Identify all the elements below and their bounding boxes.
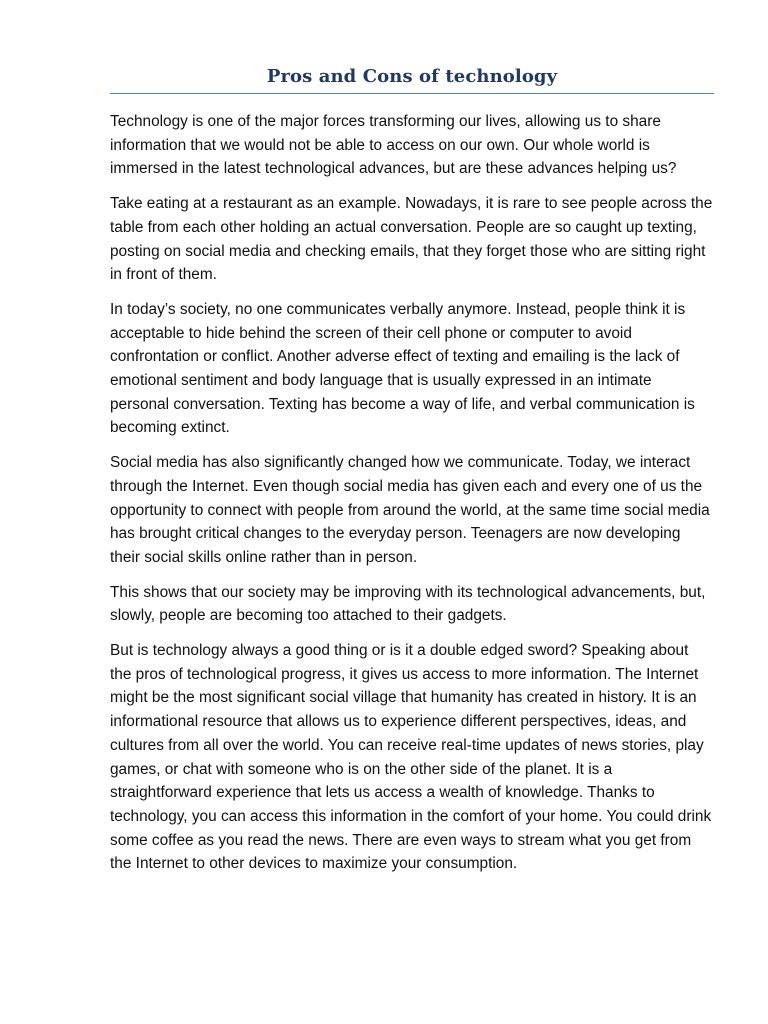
paragraph-1: Technology is one of the major forces transforming our lives, allowing us to share information that we would not be able to access on our own. Our whole world is immersed in the latest technological advances, but are these advances helping us?: [110, 113, 677, 178]
paragraph-4: Social media has also significantly changed how we communicate. Today, we interact through the Internet. Even though social media has given each and every one of us the opportunity to connect with people from around the world, at the same time social media has brought critical changes to the everyday person. Teenagers are now developing their social skills online rather than in person.: [110, 454, 710, 566]
paragraph-5: This shows that our society may be improving with its technological advancements, but, slowly, people are becoming too attached to their gadgets.: [110, 583, 706, 625]
paragraph-2: Take eating at a restaurant as an example. Nowadays, it is rare to see people across the table from each other holding an actual conversation. People are so caught up texting, posting on social media and checking emails, that they forget those who are sitting right in front of them.: [110, 195, 713, 284]
document-page: [110, 66, 714, 887]
document-title: Pros and Cons of technology: [266, 66, 558, 87]
paragraph-3: In today’s society, no one communicates verbally anymore. Instead, people think it is acceptable to hide behind the screen of their cell phone or computer to avoid confrontation or conflict. Another adverse effect of texting and emailing is the lack of emotional sentiment and body language that is usually expressed in an intimate personal conversation. Texting has become a way of life, and verbal communication is becoming extinct.: [110, 300, 695, 437]
paragraph-6: But is technology always a good thing or is it a double edged sword? Speaking about the pros of technological progress, it gives us access to more information. The Internet might be the most significant social village that humanity has created in history. It is an informational resource that allows us to experience different perspectives, ideas, and cultures from all over the world. You can receive real-time updates of news stories, play games, or chat with someone who is on the other side of the planet. It is a straightforward experience that lets us access a wealth of knowledge. Thanks to technology, you can access this information in the comfort of your home. You could drink some coffee as you read the news. There are even ways to stream what you get from the Internet to other devices to maximize your consumption.: [110, 642, 712, 873]
title-underline: [110, 93, 714, 94]
